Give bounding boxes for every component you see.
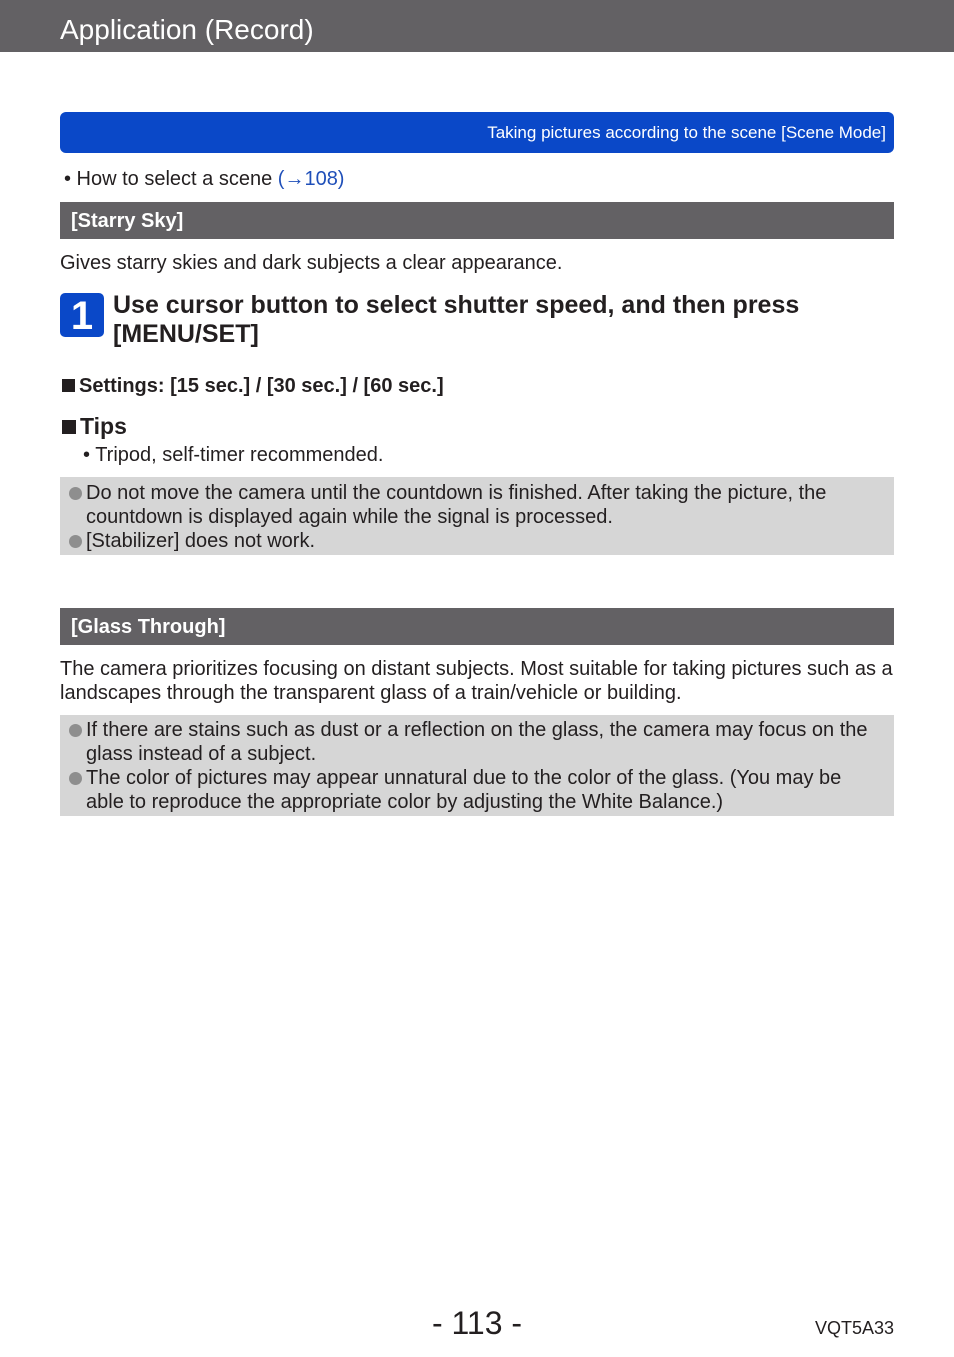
note-box-starry-sky [60,477,894,555]
howto-page-link[interactable]: (→108) [277,168,345,190]
note-text: Do not move the camera until the countdown is finished. After taking the picture, the countdown is displayed again while the signal is processed. [86,482,827,528]
settings-text: Settings: [15 sec.] / [30 sec.] / [60 sec.] [79,375,444,397]
section-heading-glass-through: [Glass Through] [71,616,226,638]
bullet-dot-icon [69,535,82,548]
section-bar-glass-through [60,608,894,645]
note-item [60,481,870,529]
note-item [60,529,870,553]
starry-sky-description: Gives starry skies and dark subjects a clear appearance. [60,252,563,274]
bullet-dot-icon [69,772,82,785]
page-header-bar [0,0,954,52]
note-text: If there are stains such as dust or a reflection on the glass, the camera may focus on the glass instead of a subject. [86,719,868,765]
tips-heading-text: Tips [80,413,127,439]
section-heading-starry-sky: [Starry Sky] [71,210,184,232]
tips-heading [62,413,127,440]
section-banner [60,112,894,153]
page-number: - 113 - [431,1305,523,1341]
section-bar-starry-sky [60,202,894,239]
note-item [60,718,882,766]
step-title: Use cursor button to select shutter speed, and then press [MENU/SET] [113,291,800,348]
settings-line [62,374,444,398]
bullet-dot-icon [69,487,82,500]
square-bullet-icon [62,379,75,392]
step-number-badge [60,293,104,337]
document-code: VQT5A33 [814,1318,894,1338]
bullet-dot-icon [69,724,82,737]
note-box-glass-through [60,715,894,816]
section-banner-text: Taking pictures according to the scene [Scene Mode] [487,123,886,142]
glass-through-description: The camera prioritizes focusing on distant subjects. Most suitable for taking pictures such as a landscapes through the transparent glass of a train/vehicle or building. [60,658,893,704]
step-number: 1 [70,294,94,338]
note-item [60,766,882,814]
square-bullet-icon [62,420,76,434]
howto-text: • How to select a scene [64,168,278,190]
note-text: [Stabilizer] does not work. [86,530,315,552]
page-header-title: Application (Record) [60,14,314,45]
note-text: The color of pictures may appear unnatural due to the color of the glass. (You may be able to reproduce the appropriate color by adjusting the White Balance.) [86,767,842,813]
tip-item: • Tripod, self-timer recommended. [83,444,384,466]
howto-line [64,167,344,191]
